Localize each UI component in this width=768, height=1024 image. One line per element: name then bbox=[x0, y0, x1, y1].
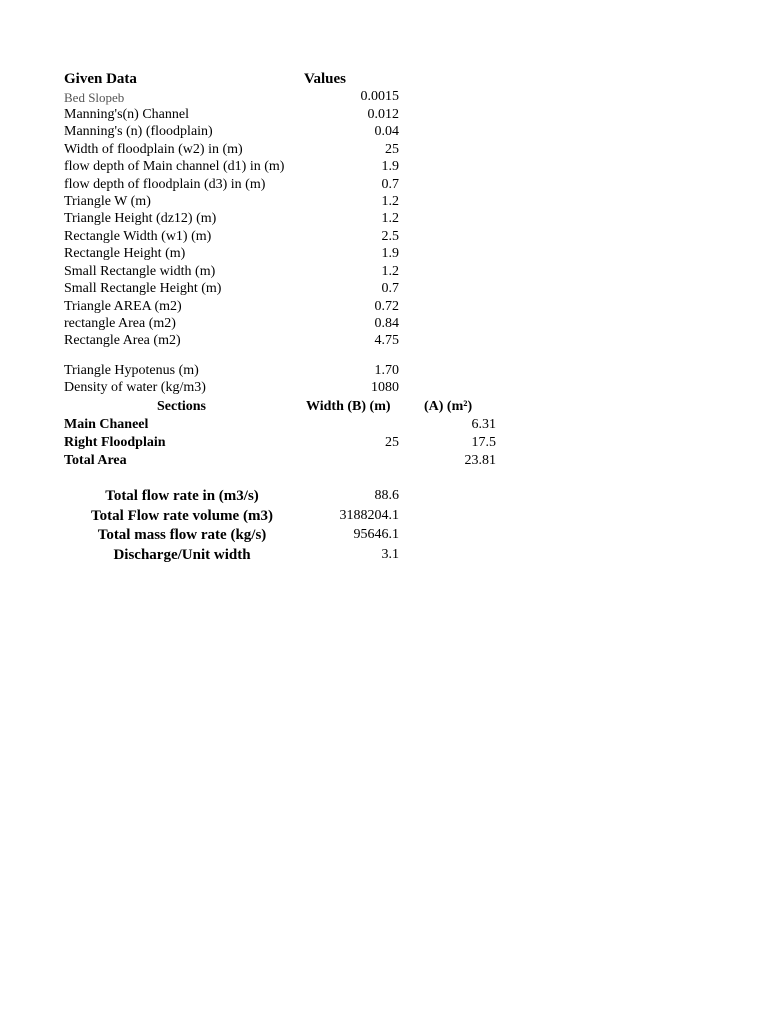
given-value: 4.75 bbox=[374, 333, 399, 348]
extra-value: 1.70 bbox=[374, 363, 399, 378]
given-label: Manning's(n) Channel bbox=[64, 107, 190, 122]
given-data-header: Given Data bbox=[64, 71, 137, 87]
given-value: 0.04 bbox=[374, 124, 399, 139]
summary-label: Total flow rate in (m3/s) bbox=[105, 488, 259, 504]
given-value: 1.9 bbox=[381, 246, 399, 261]
given-value: 0.84 bbox=[374, 316, 399, 331]
given-value: 1.9 bbox=[381, 159, 399, 174]
given-label: Bed Slopeb bbox=[64, 90, 125, 105]
summary-label: Total mass flow rate (kg/s) bbox=[97, 527, 267, 543]
given-value: 1.2 bbox=[381, 194, 399, 209]
given-label: Triangle AREA (m2) bbox=[64, 299, 182, 314]
given-label: rectangle Area (m2) bbox=[64, 316, 176, 331]
given-label: Small Rectangle Height (m) bbox=[64, 281, 222, 296]
section-label: Total Area bbox=[64, 453, 127, 468]
extra-label: Triangle Hypotenus (m) bbox=[64, 363, 199, 378]
given-label: flow depth of floodplain (d3) in (m) bbox=[64, 177, 266, 192]
section-label: Main Chaneel bbox=[64, 417, 149, 432]
extra-label: Density of water (kg/m3) bbox=[64, 380, 206, 395]
given-value: 25 bbox=[385, 142, 399, 157]
values-header: Values bbox=[304, 71, 346, 87]
section-width: 25 bbox=[385, 435, 399, 450]
given-label: Rectangle Width (w1) (m) bbox=[64, 229, 212, 244]
given-label: Manning's (n) (floodplain) bbox=[64, 124, 213, 139]
summary-value: 95646.1 bbox=[353, 527, 399, 542]
given-label: Triangle W (m) bbox=[64, 194, 151, 209]
given-value: 2.5 bbox=[381, 229, 399, 244]
given-value: 1.2 bbox=[381, 211, 399, 226]
area-header: (A) (m²) bbox=[424, 399, 473, 414]
given-value: 0.0015 bbox=[360, 89, 399, 104]
given-value: 1.2 bbox=[381, 264, 399, 279]
given-label: Width of floodplain (w2) in (m) bbox=[64, 142, 243, 157]
given-label: Rectangle Height (m) bbox=[64, 246, 186, 261]
given-label: Small Rectangle width (m) bbox=[64, 264, 216, 279]
given-label: Triangle Height (dz12) (m) bbox=[64, 211, 217, 226]
section-area: 6.31 bbox=[471, 417, 496, 432]
width-header: Width (B) (m) bbox=[306, 399, 391, 414]
given-value: 0.72 bbox=[374, 299, 399, 314]
section-area: 17.5 bbox=[471, 435, 496, 450]
summary-label: Total Flow rate volume (m3) bbox=[91, 508, 273, 524]
extra-value: 1080 bbox=[371, 380, 399, 395]
summary-value: 3188204.1 bbox=[339, 508, 399, 523]
summary-value: 3.1 bbox=[381, 547, 399, 562]
given-label: flow depth of Main channel (d1) in (m) bbox=[64, 159, 285, 174]
given-label: Rectangle Area (m2) bbox=[64, 333, 181, 348]
given-value: 0.012 bbox=[367, 107, 399, 122]
given-value: 0.7 bbox=[381, 281, 399, 296]
summary-label: Discharge/Unit width bbox=[113, 547, 251, 563]
sections-header: Sections bbox=[157, 399, 206, 414]
given-value: 0.7 bbox=[381, 177, 399, 192]
summary-value: 88.6 bbox=[374, 488, 399, 503]
section-area: 23.81 bbox=[464, 453, 496, 468]
section-label: Right Floodplain bbox=[64, 435, 166, 450]
